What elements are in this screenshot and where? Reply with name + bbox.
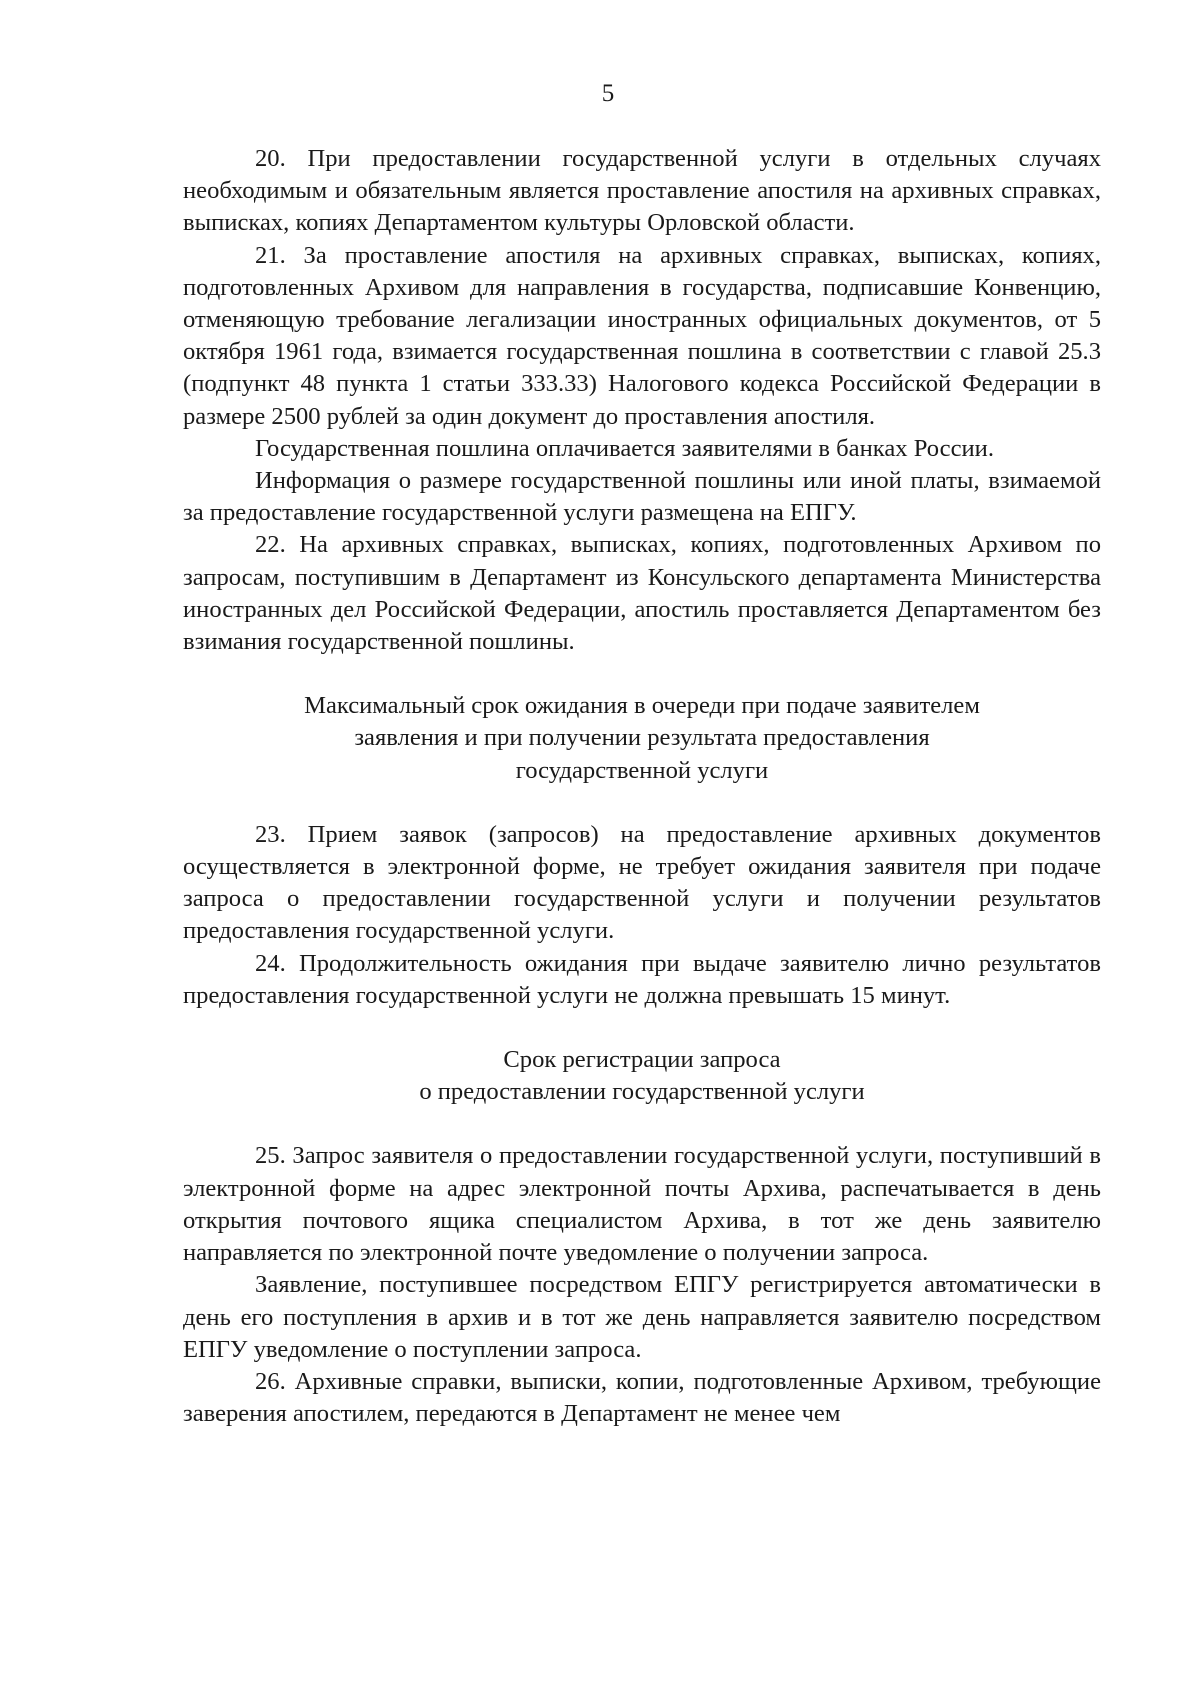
page-number: 5 [601, 80, 615, 107]
paragraph-25-epgu: Заявление, поступившее посредством ЕПГУ регистрируется автоматически в день его поступления в архив и в тот же день направляется заявителю посредством ЕПГУ уведомление о поступлении запроса. [183, 1271, 1101, 1363]
paragraph-21-info: Информация о размере государственной пошлины или иной платы, взимаемой за предоставление государственной услуги размещена на ЕПГУ. [183, 467, 1101, 527]
paragraph-20: 20. При предоставлении государственной услуги в отдельных случаях необходимым и обязательным является проставление апостиля на архивных справках, выписках, копиях Департаментом культуры Орловской области. [183, 145, 1101, 237]
section-heading-registration-line-2: о предоставлении государственной услуги [419, 1078, 865, 1106]
paragraph-23: 23. Прием заявок (запросов) на предоставление архивных документов осуществляется в электронной форме, не требует ожидания заявителя при подаче запроса о предоставлении государственной услуги и получении результатов предоставления государственной услуги. [183, 820, 1101, 945]
paragraph-26: 26. Архивные справки, выписки, копии, подготовленные Архивом, требующие заверения апостилем, передаются в Департамент не менее чем [183, 1367, 1101, 1428]
section-heading-queue-line-1: Максимальный срок ожидания в очереди при подаче заявителем [304, 692, 980, 720]
section-heading-registration-line-1: Срок регистрации запроса [503, 1046, 781, 1074]
paragraph-25: 25. Запрос заявителя о предоставлении государственной услуги, поступивший в электронной форме на адрес электронной почты Архива, распечатывается в день открытия почтового ящика специалистом Архива, в тот же день заявителю направляется по электронной почте уведомление о получении запроса. [183, 1142, 1101, 1267]
section-heading-queue-line-3: государственной услуги [515, 756, 769, 784]
paragraph-21: 21. За проставление апостиля на архивных справках, выписках, копиях, подготовленных Архивом для направления в государства, подписавшие Конвенцию, отменяющую требование легализации иностранных официальных документов, от 5 октября 1961 года, взимается государственная пошлина в соответствии с главой 25.3 (подпункт 48 пункта 1 статьи 333.33) Налогового кодекса Российской Федерации в размере 2500 рублей за один документ до проставления апостиля. [183, 241, 1101, 430]
section-heading-queue [183, 690, 1101, 787]
document-body [183, 143, 1101, 1430]
section-heading-registration [183, 1044, 1101, 1108]
paragraph-24: 24. Продолжительность ожидания при выдаче заявителю лично результатов предоставления государственной услуги не должна превышать 15 минут. [183, 949, 1101, 1009]
paragraph-22: 22. На архивных справках, выписках, копиях, подготовленных Архивом по запросам, поступившим в Департамент из Консульского департамента Министерства иностранных дел Российской Федерации, апостиль проставляется Департаментом без взимания государственной пошлины. [183, 531, 1101, 656]
section-heading-queue-line-2: заявления и при получении результата предоставления [354, 724, 930, 752]
paragraph-21-duty: Государственная пошлина оплачивается заявителями в банках России. [255, 434, 994, 462]
